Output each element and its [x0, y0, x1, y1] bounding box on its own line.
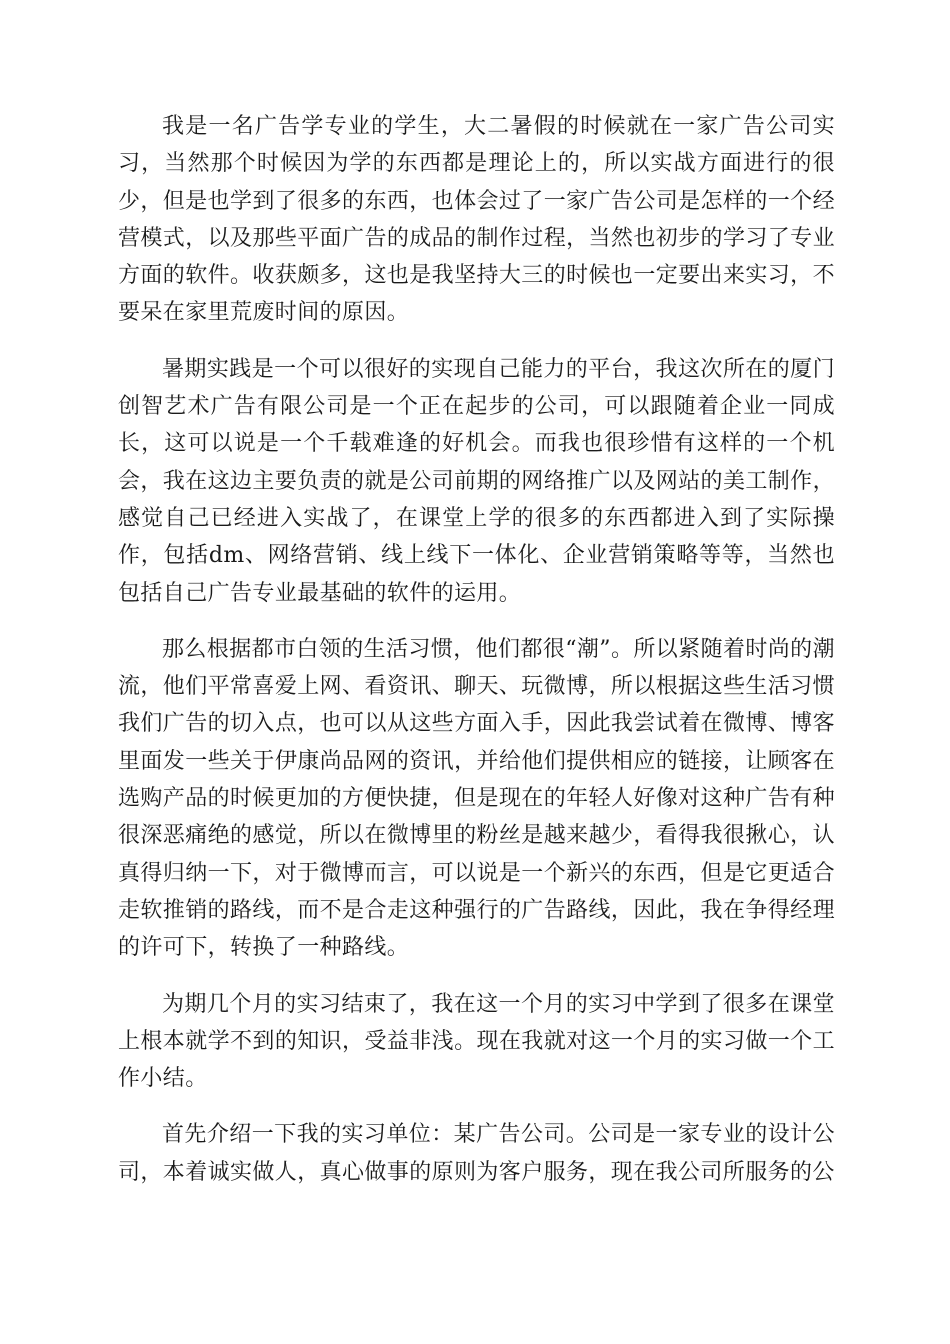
- paragraph-4: 为期几个月的实习结束了，我在这一个月的实习中学到了很多在课堂上根本就学不到的知识，受益非浅。现在我就对这一个月的实习做一个工作小结。: [118, 991, 835, 1092]
- paragraph-5: 首先介绍一下我的实习单位：某广告公司。公司是一家专业的设计公司，本着诚实做人，真心做事的原则为客户服务，现在我公司所服务的公: [118, 1122, 835, 1185]
- paragraph-2: 暑期实践是一个可以很好的实现自己能力的平台，我这次所在的厦门创智艺术广告有限公司是一个正在起步的公司，可以跟随着企业一同成长，这可以说是一个千载难逢的好机会。而我也很珍惜有这样的一个机会，我在这边主要负责的就是公司前期的网络推广以及网站的美工制作，感觉自己已经进入实战了，在课堂上学的很多的东西都进入到了实际操作，包括dm、网络营销、线上线下一体化、企业营销策略等等，当然也包括自己广告专业最基础的软件的运用。: [118, 356, 835, 606]
- paragraph-3: 那么根据都市白领的生活习惯，他们都很“潮”。所以紧随着时尚的潮流，他们平常喜爱上网、看资讯、聊天、玩微博，所以根据这些生活习惯我们广告的切入点，也可以从这些方面入手，因此我尝试着在微博、博客里面发一些关于伊康尚品网的资讯，并给他们提供相应的链接，让顾客在选购产品的时候更加的方便快捷，但是现在的年轻人好像对这种广告有种很深恶痛绝的感觉，所以在微博里的粉丝是越来越少，看得我很揪心，认真得归纳一下，对于微博而言，可以说是一个新兴的东西，但是它更适合走软推销的路线，而不是合走这种强行的广告路线，因此，我在争得经理的许可下，转换了一种路线。: [118, 636, 835, 961]
- document-body: [118, 108, 835, 1210]
- paragraph-1: 我是一名广告学专业的学生，大二暑假的时候就在一家广告公司实习，当然那个时候因为学的东西都是理论上的，所以实战方面进行的很少，但是也学到了很多的东西，也体会过了一家广告公司是怎样的一个经营模式，以及那些平面广告的成品的制作过程，当然也初步的学习了专业方面的软件。收获颇多，这也是我坚持大三的时候也一定要出来实习，不要呆在家里荒废时间的原因。: [118, 114, 835, 326]
